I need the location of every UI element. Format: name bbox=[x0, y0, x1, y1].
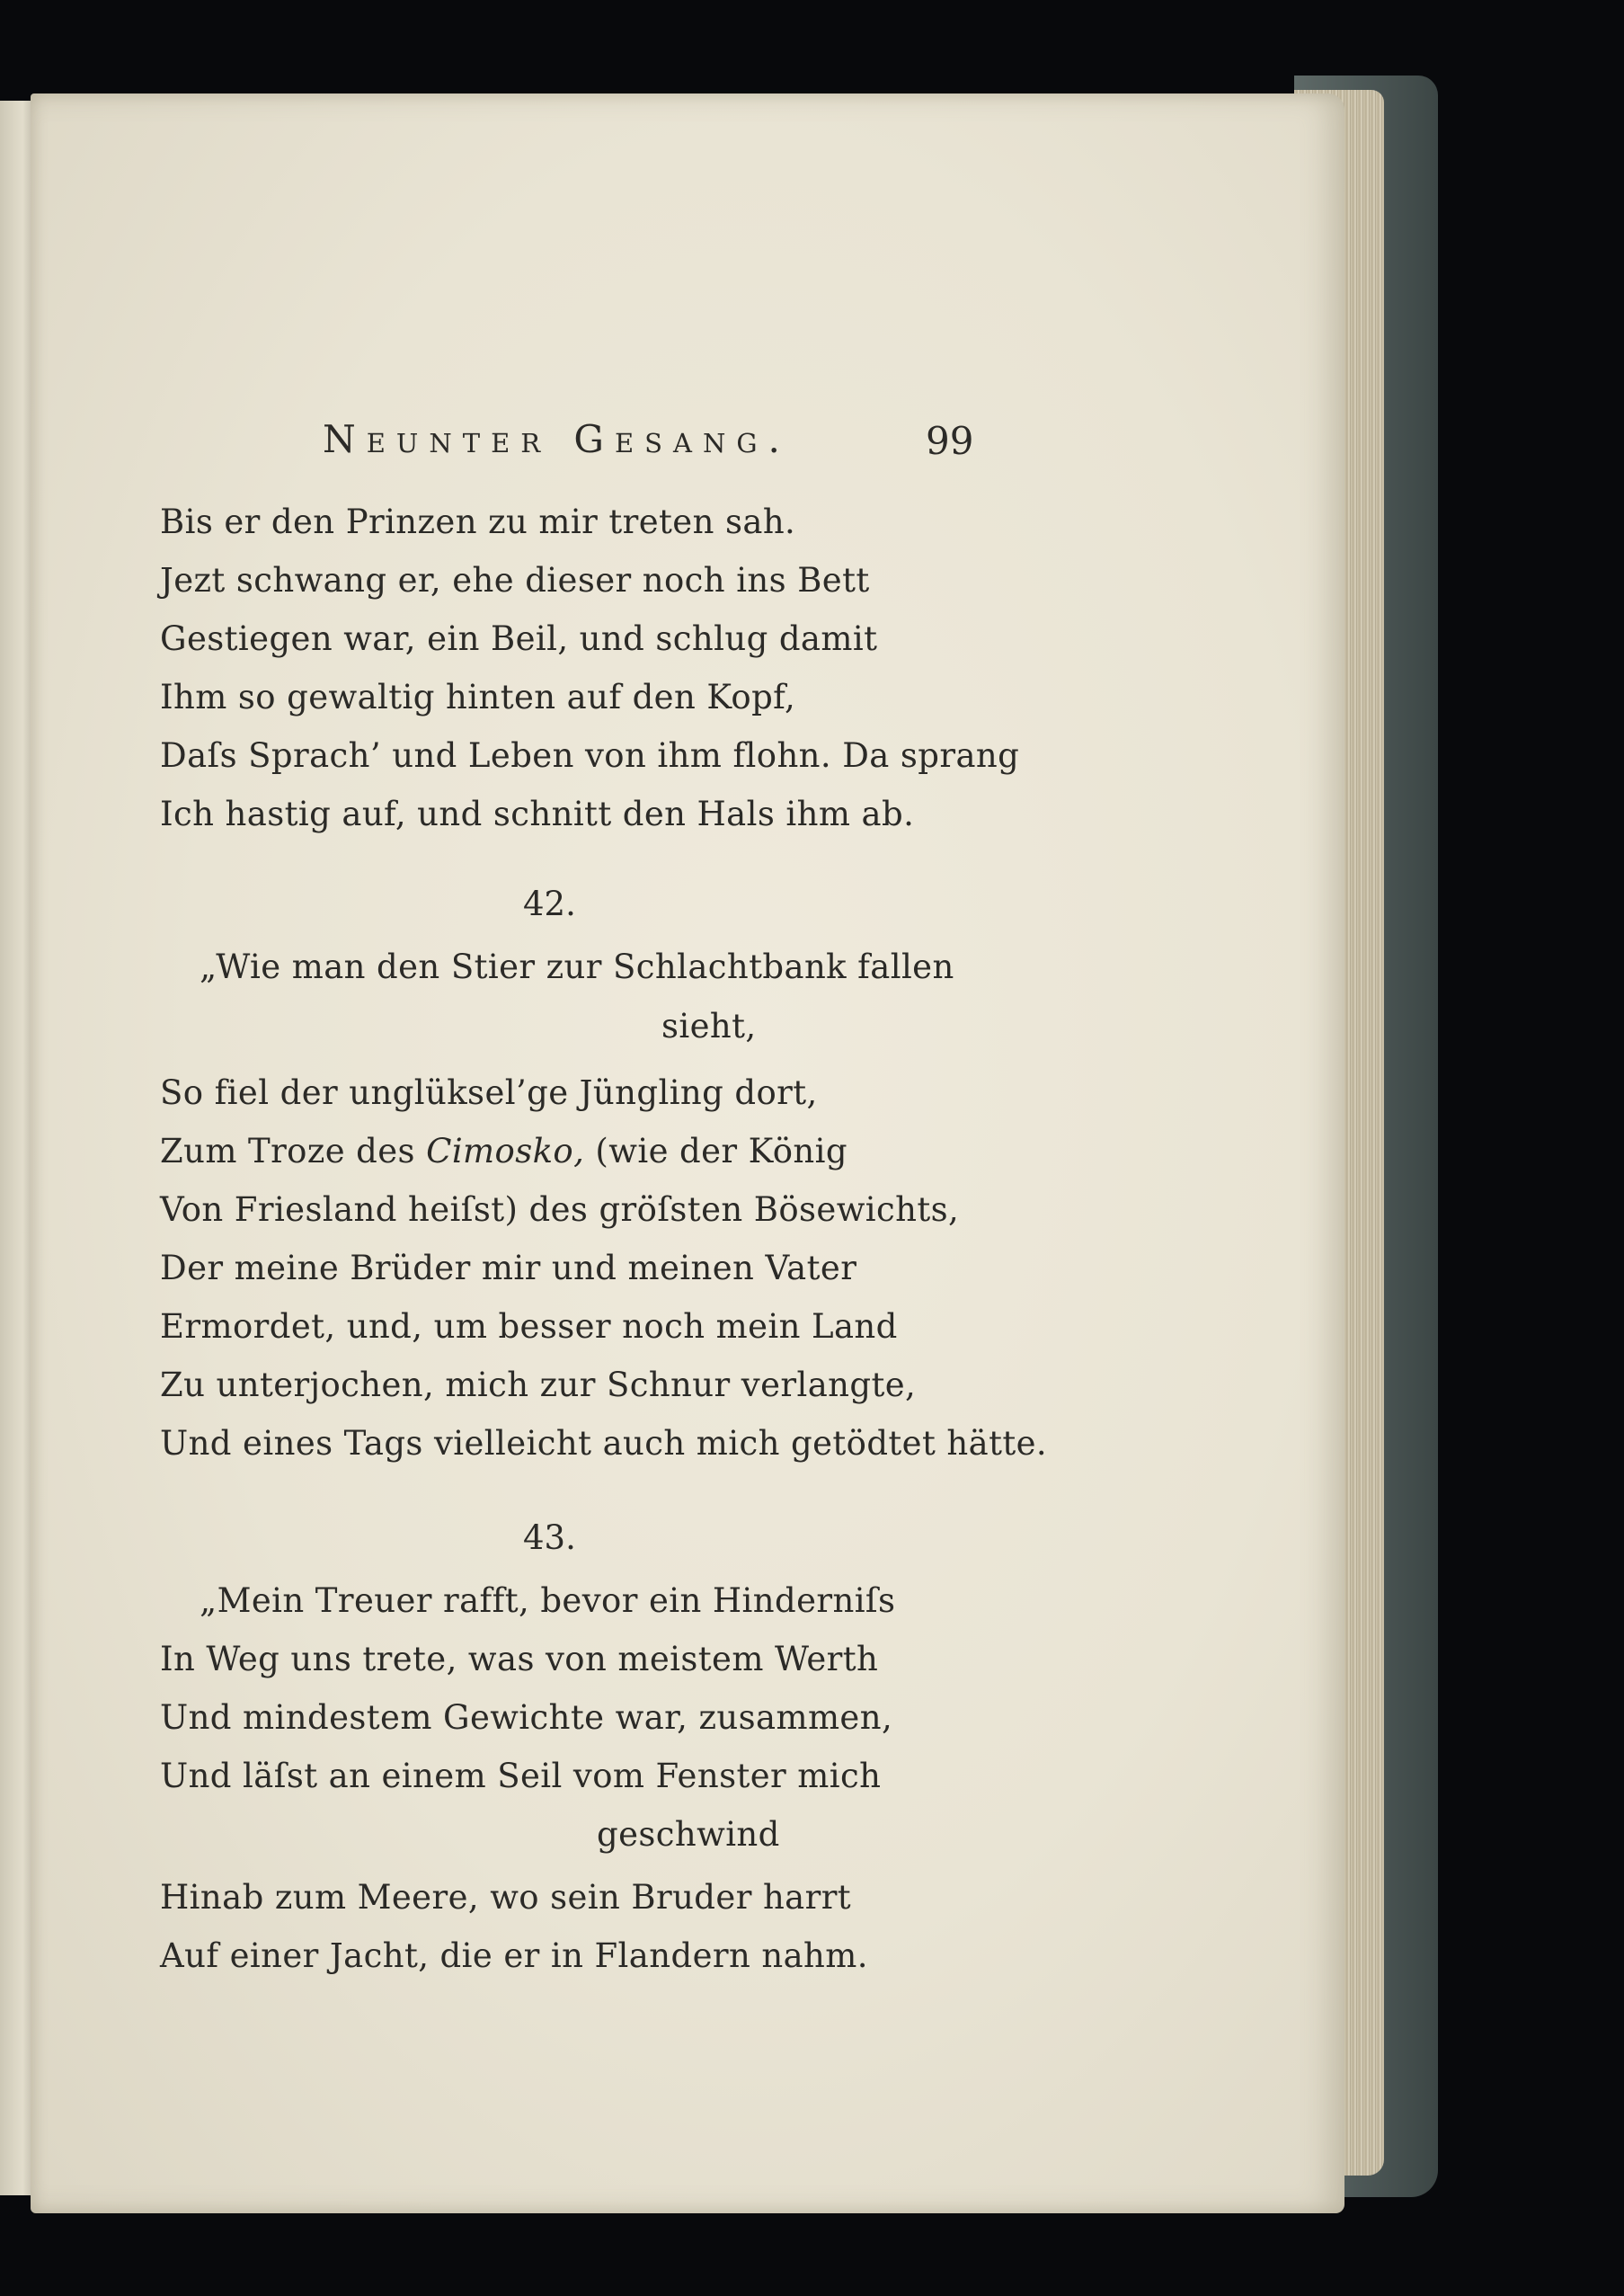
stanza-number: 43. bbox=[523, 1518, 576, 1557]
page-number: 99 bbox=[926, 419, 974, 463]
text-segment-italic: Cimosko, bbox=[426, 1132, 585, 1170]
text-line: In Weg uns trete, was von meistem Werth bbox=[160, 1640, 879, 1678]
text-line: So fiel der unglüksel’ge Jüngling dort, bbox=[160, 1073, 818, 1112]
text-line-continuation: sieht, bbox=[661, 1007, 757, 1046]
text-line: Gestiegen war, ein Beil, und schlug damit bbox=[160, 619, 878, 658]
text-segment: (wie der König bbox=[584, 1132, 847, 1170]
text-line: Und läſst an einem Seil vom Fenster mich bbox=[160, 1757, 882, 1795]
book-page bbox=[31, 93, 1344, 2213]
text-line: Ihm so gewaltig hinten auf den Kopf, bbox=[160, 678, 796, 716]
text-line: Und mindestem Gewichte war, zusammen, bbox=[160, 1698, 893, 1737]
text-line: Und eines Tags vielleicht auch mich getödtet hätte. bbox=[160, 1424, 1048, 1463]
text-line: Zu unterjochen, mich zur Schnur verlangte, bbox=[160, 1366, 917, 1404]
text-line: Hinab zum Meere, wo sein Bruder harrt bbox=[160, 1878, 852, 1917]
text-line: Daſs Sprach’ und Leben von ihm flohn. Da sprang bbox=[160, 736, 1020, 775]
text-line: Auf einer Jacht, die er in Flandern nahm. bbox=[160, 1936, 868, 1975]
text-line: Ermordet, und, um besser noch mein Land bbox=[160, 1307, 898, 1346]
text-line-continuation: geschwind bbox=[597, 1815, 780, 1854]
running-title: Neunter Gesang. bbox=[323, 417, 791, 461]
text-line: Ich hastig auf, und schnitt den Hals ihm ab. bbox=[160, 795, 915, 833]
text-line: „Wie man den Stier zur Schlachtbank fallen bbox=[200, 948, 954, 986]
stanza-number: 42. bbox=[523, 885, 576, 923]
text-segment: Zum Troze des bbox=[160, 1132, 427, 1170]
text-line: Von Friesland heiſst) des gröſsten Bösewichts, bbox=[160, 1190, 960, 1229]
text-line: Bis er den Prinzen zu mir treten sah. bbox=[160, 503, 796, 541]
text-line bbox=[160, 1132, 847, 1170]
text-line: Jezt schwang er, ehe dieser noch ins Bett bbox=[160, 561, 870, 600]
text-line: Der meine Brüder mir und meinen Vater bbox=[160, 1249, 857, 1287]
text-line: „Mein Treuer rafft, bevor ein Hinderniſs bbox=[200, 1581, 896, 1620]
